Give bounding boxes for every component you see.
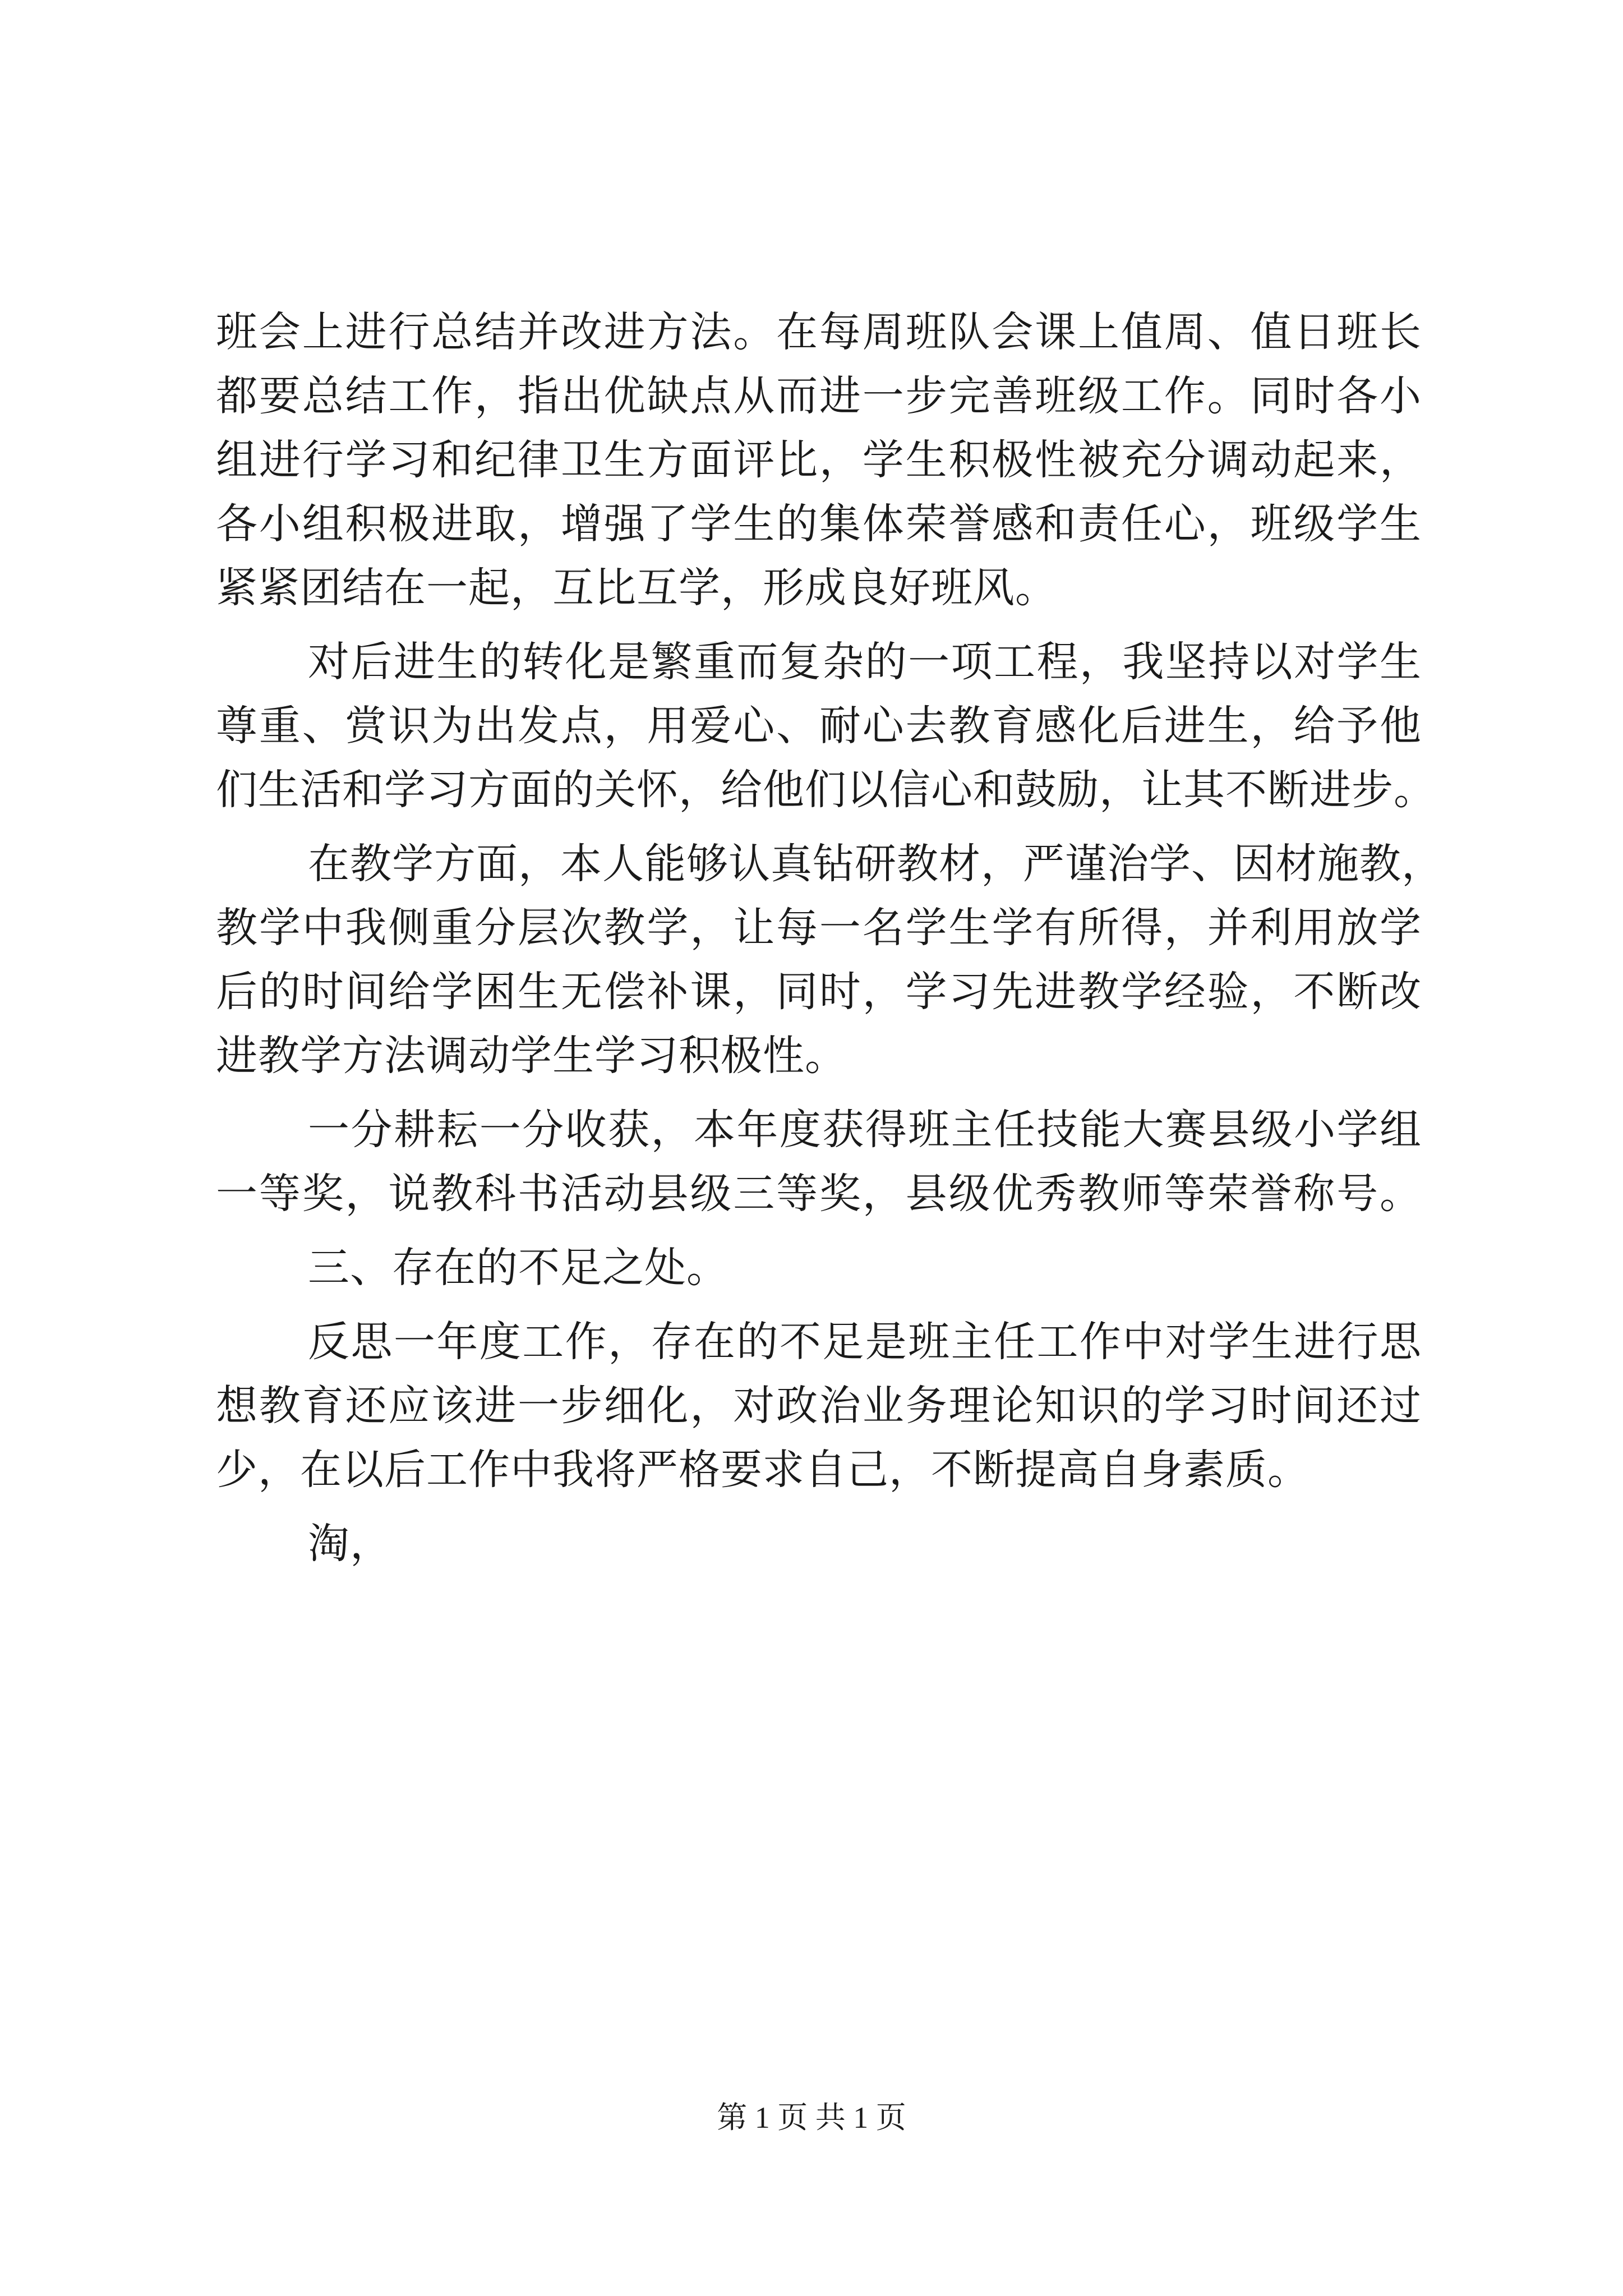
text-line: 后的时间给学困生无偿补课，同时，学习先进教学经验，不断改 [216, 968, 1422, 1016]
text-line: 班会上进行总结并改进方法。在每周班队会课上值周、值日班长 [216, 308, 1422, 356]
text-line: 组进行学习和纪律卫生方面评比，学生积极性被充分调动起来， [216, 436, 1422, 484]
paragraph-start-line: 对后进生的转化是繁重而复杂的一项工程，我坚持以对学生 [308, 638, 1422, 686]
paragraph-start-line: 一分耕耘一分收获，本年度获得班主任技能大赛县级小学组 [308, 1106, 1422, 1154]
paragraph-start-line: 反思一年度工作，存在的不足是班主任工作中对学生进行思 [308, 1318, 1422, 1366]
text-line: 进教学方法调动学生学习积极性。 [216, 1032, 847, 1080]
text-line: 一等奖，说教科书活动县级三等奖，县级优秀教师等荣誉称号。 [216, 1170, 1422, 1218]
text-line: 们生活和学习方面的关怀，给他们以信心和鼓励，让其不断进步。 [216, 766, 1436, 814]
text-line: 教学中我侧重分层次教学，让每一名学生学有所得，并利用放学 [216, 904, 1422, 952]
text-line: 少，在以后工作中我将严格要求自己，不断提高自身素质。 [216, 1446, 1310, 1494]
paragraph-start-line: 在教学方面，本人能够认真钻研教材，严谨治学、因材施教， [308, 840, 1444, 888]
page-number-footer: 第 1 页 共 1 页 [717, 2101, 906, 2134]
text-line: 尊重、赏识为出发点，用爱心、耐心去教育感化后进生，给予他 [216, 702, 1422, 750]
text-line: 各小组积极进取，增强了学生的集体荣誉感和责任心，班级学生 [216, 500, 1422, 548]
text-line: 都要总结工作，指出优缺点从而进一步完善班级工作。同时各小 [216, 372, 1422, 420]
document-body [216, 300, 1444, 1576]
text-line: 紧紧团结在一起，互比互学，形成良好班风。 [216, 564, 1057, 612]
section-heading: 三、存在的不足之处。 [308, 1244, 728, 1292]
text-line: 淘， [308, 1520, 392, 1568]
text-line: 想教育还应该进一步细化，对政治业务理论知识的学习时间还过 [216, 1382, 1422, 1430]
